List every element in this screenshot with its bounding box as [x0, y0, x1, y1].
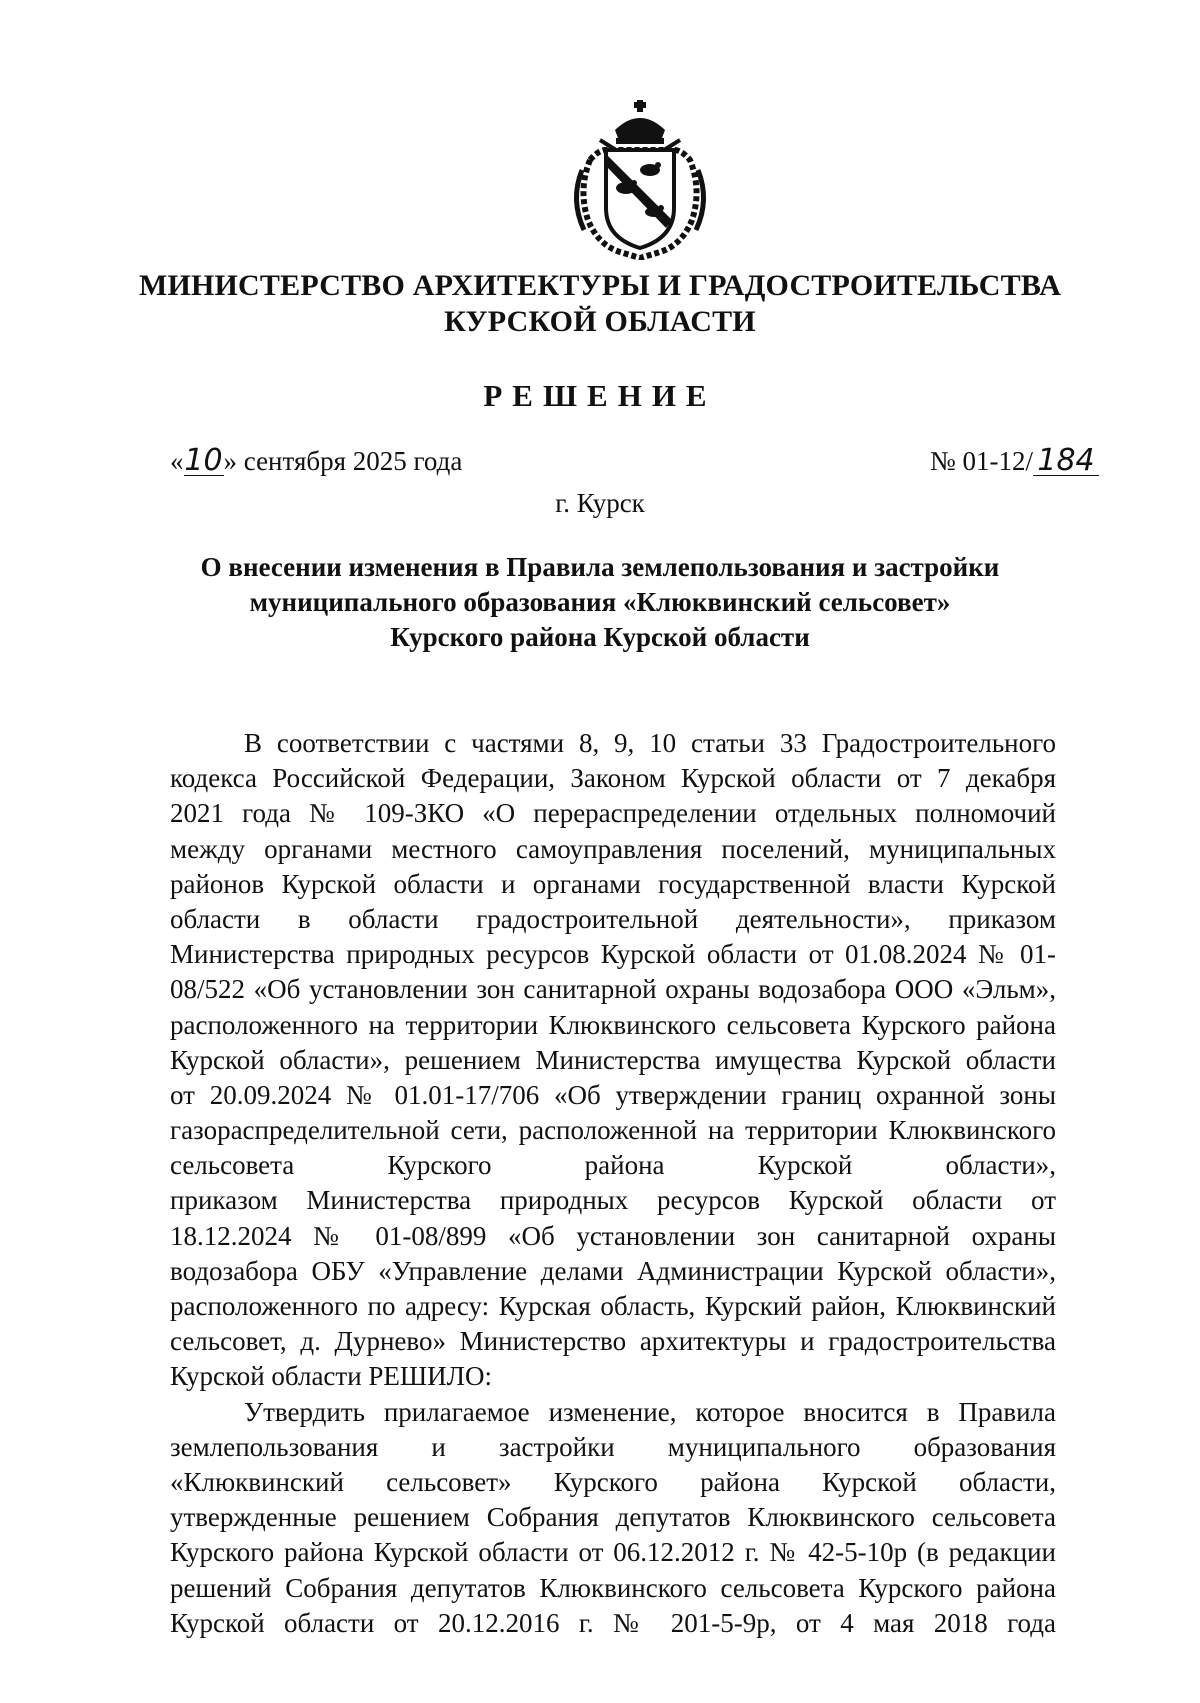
- subject-line-2: муниципального образования «Клюквинский сельсовет»: [249, 587, 951, 617]
- coat-of-arms-icon: [560, 100, 720, 260]
- date-month-year: » сентября 2025 года: [223, 446, 463, 476]
- body-line: землепользования и застройки муниципального образования: [170, 1431, 1056, 1462]
- body-line: газораспределительной сети, расположенной на территории Клюквинского: [170, 1115, 1056, 1146]
- subject-line-1: О внесении изменения в Правила землепользования и застройки: [200, 552, 1000, 582]
- body-line: Министерства природных ресурсов Курской области от 01.08.2024 № 01-: [170, 939, 1056, 970]
- body-line: от 20.09.2024 № 01.01-17/706 «Об утверждении границ охранной зоны: [170, 1079, 1056, 1110]
- subject-line-3: Курского района Курской области: [390, 622, 810, 652]
- date-day-handwritten: 10: [184, 443, 223, 478]
- document-subject: [0, 550, 1200, 655]
- document-date: [170, 443, 463, 478]
- body-line: Курской области от 20.12.2016 г. № 201-5-9р, от 4 мая 2018 года: [170, 1607, 1056, 1638]
- number-handwritten: 184: [1033, 447, 1099, 476]
- body-line: 08/522 «Об установлении зон санитарной охраны водозабора ООО «Эльм»,: [170, 974, 1056, 1005]
- body-line: кодекса Российской Федерации, Законом Курской области от 7 декабря: [170, 763, 1056, 794]
- body-line: сельсовет, д. Дурнево» Министерство архитектуры и градостроительства: [170, 1326, 1056, 1357]
- body-line: между органами местного самоуправления поселений, муниципальных: [170, 833, 1056, 864]
- body-line: утвержденные решением Собрания депутатов Клюквинского сельсовета: [170, 1502, 1056, 1533]
- body-line: решений Собрания депутатов Клюквинского сельсовета Курского района: [170, 1572, 1056, 1603]
- body-line: «Клюквинский сельсовет» Курского района Курской области,: [170, 1466, 1056, 1497]
- document-type-title: РЕШЕНИЕ: [483, 378, 717, 413]
- body-line: 18.12.2024 № 01-08/899 «Об установлении зон санитарной охраны: [170, 1220, 1056, 1251]
- body-line: 2021 года № 109-ЗКО «О перераспределении отдельных полномочий: [170, 798, 1056, 829]
- body-line: расположенного на территории Клюквинского сельсовета Курского района: [170, 1009, 1056, 1040]
- ministry-line-1: МИНИСТЕРСТВО АРХИТЕКТУРЫ И ГРАДОСТРОИТЕЛЬСТВА: [138, 269, 1062, 302]
- document-city: г. Курск: [555, 488, 645, 518]
- body-line: Курской области РЕШИЛО:: [170, 1361, 492, 1392]
- body-line: Утвердить прилагаемое изменение, которое вносится в Правила: [244, 1396, 1056, 1427]
- body-line: районов Курской области и органами государственной власти Курской: [170, 868, 1056, 899]
- ministry-heading: [0, 268, 1200, 340]
- document-number: [930, 443, 1099, 478]
- number-prefix: № 01-12/: [930, 446, 1034, 476]
- body-line: области в области градостроительной деятельности», приказом: [170, 903, 1056, 934]
- body-line: расположенного по адресу: Курская область, Курский район, Клюквинский: [170, 1291, 1056, 1321]
- ministry-line-2: КУРСКОЙ ОБЛАСТИ: [444, 305, 756, 338]
- body-line: Курской области», решением Министерства имущества Курской области: [170, 1044, 1056, 1075]
- body-line: сельсовета Курского района Курской области»,: [170, 1150, 1056, 1181]
- body-line: водозабора ОБУ «Управление делами Администрации Курской области»,: [170, 1255, 1056, 1286]
- body-line: Курского района Курской области от 06.12.2012 г. № 42-5-10р (в редакции: [170, 1537, 1056, 1568]
- body-line: приказом Министерства природных ресурсов Курской области от: [170, 1185, 1056, 1216]
- document-body: [170, 726, 1056, 1641]
- date-open-quote: «: [170, 446, 184, 476]
- body-line: В соответствии с частями 8, 9, 10 статьи 33 Градостроительного: [244, 728, 1056, 758]
